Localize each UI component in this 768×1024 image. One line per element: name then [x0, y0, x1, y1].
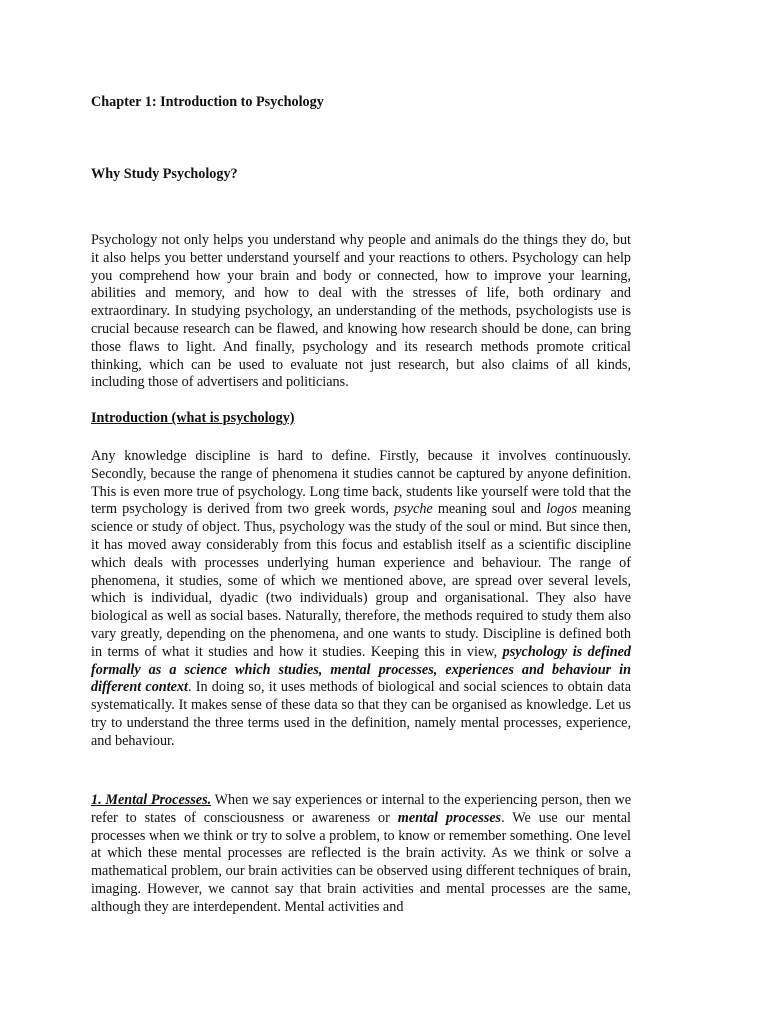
- chapter-title: Chapter 1: Introduction to Psychology: [91, 94, 324, 110]
- paragraph-why-study: Psychology not only helps you understand why people and animals do the things they do, but it also helps you better understand yourself and your reactions to others. Psychology can help you comprehend how your brain and body or connected, how to improve your learning, abilities and memory, and how to deal with the stresses of life, both ordinary and extraordinary. In studying psychology, an understanding of the methods, psychologists use is crucial because research can be flawed, and knowing how research should be done, can bring those flaws to light. And finally, psychology and its research methods promote critical thinking, which can be used to evaluate not just research, but also claims of all kinds, including those of advertisers and politicians.: [91, 232, 631, 391]
- subheading-mental-processes: 1. Mental Processes.: [91, 792, 212, 808]
- section-heading-why-study: Why Study Psychology?: [91, 166, 238, 182]
- intro-text-part1: Any knowledge discipline is hard to define. Firstly, because it involves continuously. Secondly, because the range of phenomena it studies cannot be captured by anyone definition. This is even more true of psychology. Long time back, students like yourself were told that the term psychology is derived from two greek words,: [91, 448, 631, 518]
- paragraph-mental-processes: [91, 792, 631, 917]
- term-psyche: psyche: [394, 501, 433, 518]
- term-mental-processes: mental processes: [397, 809, 502, 826]
- mental-text-part2: . We use our mental processes when we think or try to solve a problem, to know or remember something. One level at which these mental processes are reflected is the brain activity. As we think or solve a mathematical problem, our brain activities can be observed using different techniques of brain, imaging. However, we cannot say that brain activities and mental processes are the same, although they are interdependent. Mental activities and: [91, 809, 631, 915]
- term-logos: logos: [546, 501, 577, 518]
- intro-text-part3: meaning science or study of object. Thus, psychology was the study of the soul or mind. But since then, it has moved away considerably from this focus and establish itself as a scientific discipline which deals with processes underlying human experience and behaviour. The range of phenomena, it studies, some of which we mentioned above, are spread over several levels, which is individual, dyadic (two individuals) group and organisational. They also have biological as well as social bases. Naturally, therefore, the methods required to study them also vary greatly, depending on the phenomena, and one wants to study. Discipline is defined both in terms of what it studies and how it studies. Keeping this in view,: [91, 501, 631, 660]
- section-heading-introduction: Introduction (what is psychology): [91, 410, 295, 426]
- mental-text-part1: When we say experiences or internal to the experiencing person, then we refer to states of consciousness or awareness or: [91, 792, 631, 826]
- intro-text-part2: meaning soul and: [432, 501, 547, 518]
- psychology-definition: psychology is defined formally as a science which studies, mental processes, experiences and behaviour in different context: [91, 643, 632, 696]
- intro-text-part4: . In doing so, it uses methods of biological and social sciences to obtain data systematically. It makes sense of these data so that they can be organised as knowledge. Let us try to understand the three terms used in the definition, namely mental processes, experience, and behaviour.: [91, 679, 631, 749]
- paragraph-introduction: [91, 448, 631, 751]
